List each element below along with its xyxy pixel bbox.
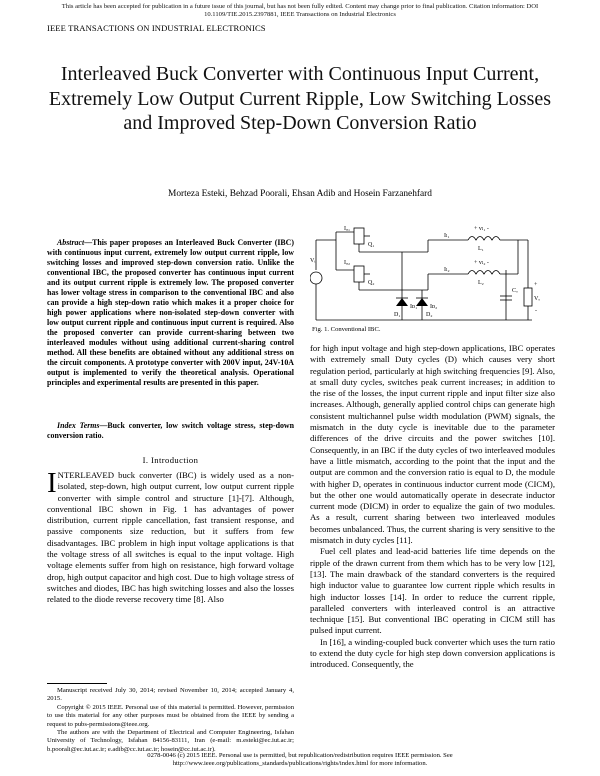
d1-diode: [396, 298, 408, 306]
label-iq2: Iᵩ₂: [344, 260, 351, 266]
label-iq1: Iᵩ₁: [344, 226, 351, 232]
l1-inductor: [468, 237, 500, 241]
label-minus: -: [535, 308, 537, 314]
author-list: Morteza Esteki, Behzad Poorali, Ehsan Adib and Hosein Farzanehfard: [168, 189, 432, 199]
journal-name: IEEE TRANSACTIONS ON INDUSTRIAL ELECTRONICS: [47, 23, 266, 33]
drop-cap: I: [47, 467, 57, 499]
intro-lead: NTERLEAVED: [57, 470, 114, 480]
intro-paragraph: [47, 467, 294, 606]
footnote-copyright: Copyright © 2015 IEEE. Personal use of this material is permitted. However, permission to use this material for any other purposes must be obtained from the IEEE by sending a request to pubs-permissions@ieee.org.: [47, 703, 294, 728]
label-il1: Iₗ₁: [444, 233, 450, 239]
l2-inductor: [468, 271, 500, 275]
right-paragraph-1: for high input voltage and high step-down applications, IBC operates with extremely small Duty cycles (D) which causes very short regulation period, particularly at high switching frequencies [9]. Also, at small duty cycles, switches peak current increases; in addition to the rise of the losses, the input current ripple and input filter size also increases. Although, generally applied control chips can generate high consistent multichannel pulse width modulation (PWM) signals, the mismatch in the duty cycle is inevitable due to the parameter differences of the drive circuits and the power switches [10]. Consequently, in an IBC if the duty cycles of two interleaved modules have a little mismatch, according to the point that the input and the output are common and the conversion ratio is equal to D, the module with higher D, operates in continuous inductor current mode (CICM), but the other one would automatically operate in desecrate inductor current mode (DICM) in order to equalize the gain of two modules. As a result, current sharing between two interleaved modules becomes unbalanced. Thus, the current sharing is very sensitive to the mismatch in duty cycles [11].: [310, 343, 555, 546]
abstract-label: Abstract: [57, 238, 85, 247]
abstract: [47, 238, 294, 388]
footnotes: [47, 687, 294, 754]
notice-line-1: This article has been accepted for publication in a future issue of this journal, but has not been fully edited. Content may change prior to final publication. Citation information: DOI: [61, 3, 539, 10]
footer-line-1: 0278-0046 (c) 2015 IEEE. Personal use is permitted, but republication/redistribution requires IEEE permission. See: [147, 752, 453, 759]
label-vo: Vₒ: [534, 296, 541, 302]
q2-switch: [354, 266, 364, 282]
d2-diode: [416, 298, 428, 306]
intro-text: buck converter (IBC) is widely used as a non-isolated, step-down, high output current, low output current ripple converter with simple control and structure [1]-[7]. Although, conventional IBC shown in Fig. 1 has advantages of power distribution, current ripple cancellation, fast transient response, and passive components size reduction, but it suffers from few disadvantages. IBC problem in high input voltage applications is that the voltage stress of all switches is equal to the input voltage. High voltage elements suffer from high on resistance, high forward voltage drop, high output capacitor and high cost. Due to high voltage stress of switches and diodes, IBC has high switching losses and also the losses related to the diode reverse recovery time [8]. Also: [47, 470, 294, 605]
copyright-footer: [40, 752, 560, 769]
load-resistor: [524, 288, 532, 306]
label-l1: L₁: [478, 246, 484, 252]
index-terms: [47, 421, 294, 441]
label-plus: +: [534, 282, 538, 288]
label-id2: Iᴅ₂: [430, 304, 438, 310]
figure-caption: Fig. 1. Conventional IBC.: [312, 326, 381, 333]
index-terms-text: —Buck converter, low switch voltage stress, step-down conversion ratio.: [47, 421, 295, 440]
section-heading: I. Introduction: [142, 455, 199, 465]
paper-title: Interleaved Buck Converter with Continuous Input Current, Extremely Low Output Current Ripple, Low Switching Losses and Improved Step-Down Conversion Ratio: [48, 63, 552, 134]
label-d2: D₂: [426, 312, 433, 318]
label-l2: L₂: [478, 280, 484, 286]
footnote-authors: The authors are with the Department of Electrical and Computer Engineering, Isfahan University of Technology, Isfahan 84156-83111, Iran (e-mail: m.esteki@ec.iut.ac.ir; b.poorali@ec.iut.ac.ir; e.adib@cc.iut.ac.ir; hosein@cc.iut.ac.ir).: [47, 729, 294, 753]
abstract-text: —This paper proposes an Interleaved Buck Converter (IBC) with continuous input current, extremely low output current ripple, low switching losses and improved step-down conversion ratio. Unlike the conventional IBC, the proposed converter has continuous input current and its output current ripple is extremely low. The proposed converter has lower voltage stress in comparison to the conventional IBC and also can provide a high step-down ratio which makes it a proper choice for high power applications where non-isolated step-down converter with low output current ripple and continuous input current is required. Also the proposed converter can provide current-sharing between two interleaved modules without using additional current-sharing control method. All these benefits are obtained without any additional stress on the circuit components. A prototype converter with 200V input, 24V-10A output is implemented to verify the theoretical analysis. Operational principles and experimental results are presented in this paper.: [47, 238, 294, 387]
circuit-figure: [310, 222, 550, 332]
circuit-diagram: [310, 222, 550, 326]
right-paragraph-3: In [16], a winding-coupled buck converter which uses the turn ratio to extend the duty cycle for high step down conversion applications is introduced. Consequently, the: [310, 636, 555, 670]
input-source-symbol: [310, 272, 322, 284]
q1-switch: [354, 228, 364, 244]
right-column-body: [310, 343, 555, 671]
label-ro: Rₒ: [310, 288, 316, 294]
footnote-rule: [47, 683, 107, 684]
label-vin: Vᵢ: [310, 258, 316, 264]
notice-line-2: 10.1109/TIE.2015.2397881, IEEE Transactions on Industrial Electronics: [204, 11, 396, 18]
acceptance-notice: [18, 3, 582, 19]
label-vl2: + vₗ₂ -: [474, 260, 489, 266]
label-vl1: + vₗ₁ -: [474, 226, 489, 232]
index-terms-label: Index Terms: [57, 421, 100, 430]
label-co: Cₒ: [512, 288, 518, 294]
label-q1: Q₁: [368, 242, 375, 248]
footnote-received: Manuscript received July 30, 2014; revised November 10, 2014; accepted January 4, 2015.: [47, 687, 294, 703]
footer-line-2: http://www.ieee.org/publications_standards/publications/rights/index.html for more information.: [172, 760, 428, 768]
label-id1: Iᴅ₁: [410, 304, 418, 310]
right-paragraph-2: Fuel cell plates and lead-acid batteries life time depends on the ripple of the drawn current from them which has to be very low [12], [13]. The main drawback of the standard converters is the required high inductor value to guarantee low current ripple which results in high inductor losses [14]. In order to reduce the current ripple, paralleled converters with interleaved control is an attractive technique [15]. But conventional IBC operating in CICM still has pulsed input current.: [310, 546, 555, 636]
label-q2: Q₂: [368, 280, 375, 286]
label-d1: D₁: [394, 312, 401, 318]
label-il2: Iₗ₂: [444, 267, 450, 273]
